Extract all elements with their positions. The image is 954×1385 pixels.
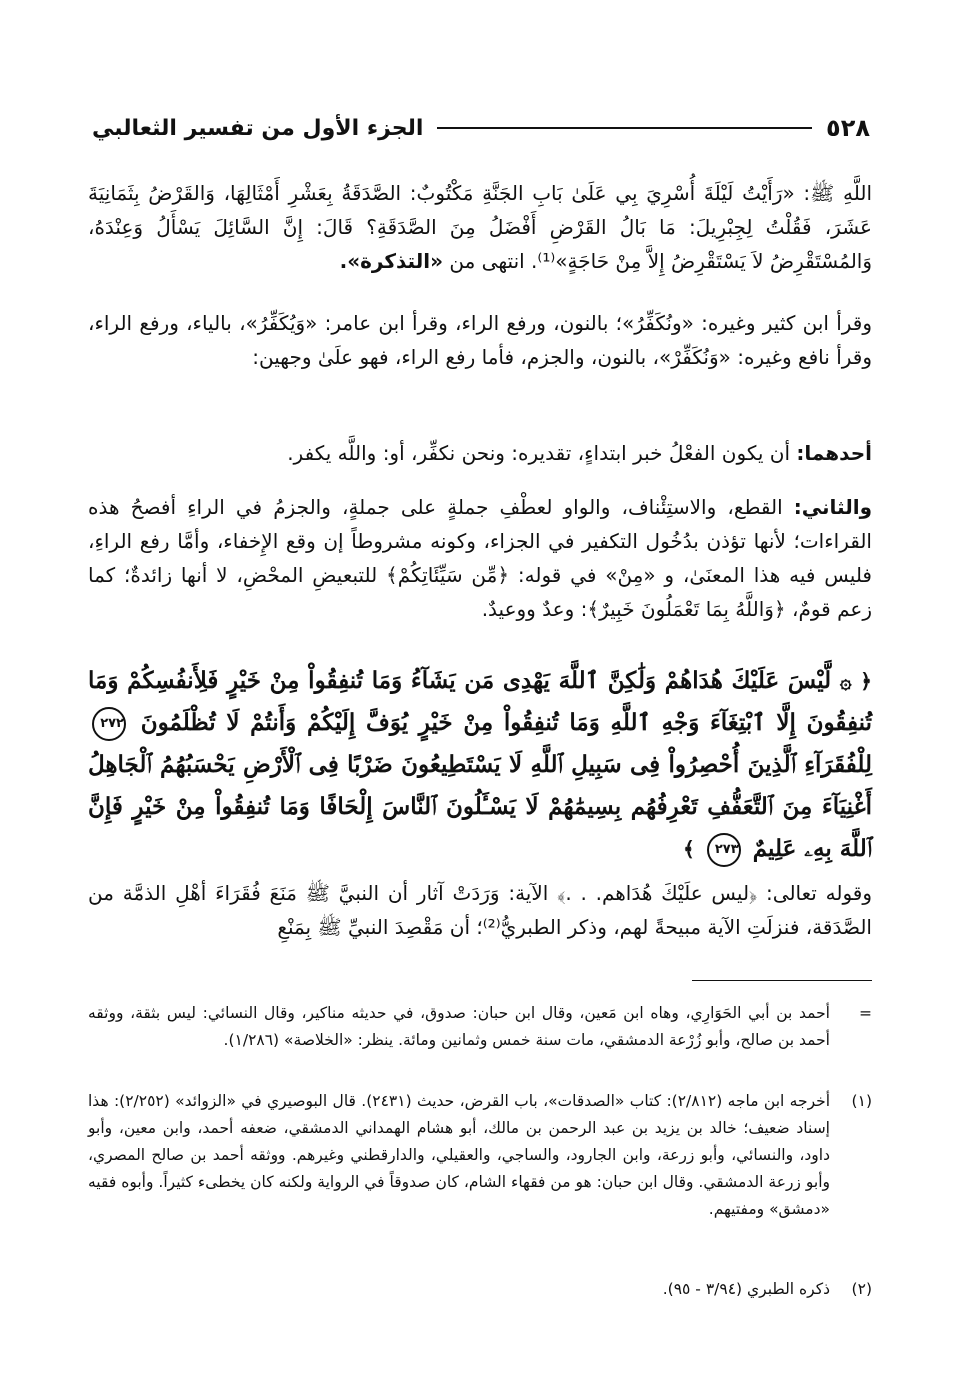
- first-view-label: أحدهما:: [796, 441, 872, 465]
- second-view-label: والثاني:: [793, 495, 872, 519]
- paragraph-readings: وقرأ ابن كثير وغيره: «ونُكَفِّرُ»؛ بالنون، ورفع الراء، وقرأ ابن عامر: «وَيُكَفِّرُ»، بالياء، ورفع الراء، وقرأ نافع وغيره: «وَنُكَفِّرْ»، بالنون، والجزم، فأما رفع الراء، فهو علَىٰ وجهين:: [88, 311, 872, 369]
- quran-open-bracket: ﴿: [860, 669, 872, 693]
- running-title: الجزء الأول من تفسير الثعالبي: [92, 115, 424, 141]
- footnote-continued: [88, 1000, 872, 1054]
- verse-number-272: ٢٧٢: [92, 707, 126, 741]
- footnote-2: [88, 1276, 872, 1303]
- paragraph-hadith: [88, 176, 872, 278]
- second-view-text: القطع، والاستِئْناف، والواو لعطْفِ جملةٍ على جملةٍ، والجزمُ في الراءِ أفصحُ هذه القراءات؛ لأنها تؤذن بدُخُول التكفير في الجزاء، وكونه مشروطاً إن وقع الإِخفاء، وأمَّا رفع الراءِ، فليس فيه هذا المعنَىٰ، و «مِنْ» في قوله: ﴿مِّن سَيِّئَاتِكُمْ﴾ للتبعيضِ المحْضِ، لا أنها زائدةٌ؛ كما زعم قومٌ، ﴿وَاللَّهُ بِمَا تَعْمَلُونَ خَبِيرٌ﴾: وعدٌ ووعيدٌ.: [88, 495, 872, 621]
- footnote-text: أخرجه ابن ماجه (٢/٨١٢): كتاب «الصدقات»، باب القرض، حديث (٢٤٣١). قال البوصيري في «الزوائد» (٢/٢٥٢): هذا إسناد ضعيف؛ خالد بن يزيد بن عبد الرحمن بن مالك، أبو هشام الهمداني الدمشقي، ضعفه أحمد، وابن معين، وأبو داود، والنسائي، وأبو زرعة، وابن الجارود، والساجي، والعقيلي، والدارقطني وغيرهم. ووثقه أحمد بن صالح المصري، وأبو زرعة الدمشقي. وقال ابن حبان: هو من فقهاء الشام، كان صدوقاً في الرواية ولكنه كان يخطىء كثيراً. وأبوه فقيه «دمشق» ومفتيهم.: [88, 1092, 831, 1218]
- page-header: [92, 108, 870, 148]
- footnote-marker: =: [859, 1004, 872, 1022]
- first-view-text: أن يكون الفعْلُ خبر ابتداءٍ، تقديره: ونحن نكفِّر، أو: واللَّه يكفر.: [287, 441, 791, 465]
- page-number: ٥٢٨: [826, 114, 870, 142]
- source-title: «التذكرة».: [339, 249, 443, 273]
- paragraph-second-view: [88, 490, 872, 626]
- hizb-star-icon: ۞: [839, 669, 852, 693]
- quran-passage: [88, 660, 872, 870]
- footnote-marker: (١): [851, 1092, 872, 1110]
- paragraph-commentary: وقوله تعالى: ﴿ليس علَيْكَ هُدَاهم. . .﴾ الآية: وَرَدَتْ آثار أن النبيَّ ﷺ مَنَعَ فُقَرَاءَ أهْلِ الذمَّة من الصَّدَقة، فنزلَتِ الآية مبيحةً لهم، وذكر الطبريُّ⁽²⁾؛ أن مَقْصِدَ النبيِّ ﷺ بِمَنْعِ: [88, 881, 872, 939]
- footnote-text: أحمد بن أبي الحَوَارِي، وهاه ابن مَعين، وقال ابن حبان: صدوق، في حديثه مناكير، وقال النسائي: ليس بثقة، ووثقه أحمد بن صالح، وأبو زُرْعة الدمشقي، مات سنة خمس وثمانين ومائة. ينظر: «الخلاصة» (١/٢٨٦).: [88, 1004, 830, 1049]
- paragraph-first-view: [88, 436, 872, 470]
- hadith-text: اللَّهِ ﷺ: «رَأَيْتُ لَيْلَةَ أُسْرِيَ بِي عَلَىٰ بَابِ الجَنَّةِ مَكْتُوبٌ: الصَّدَقَةُ بِعَشْرِ أَمْثَالِهَا، وَالقَرْضُ بِثَمَانِيَةَ عَشَرَ، فَقُلْتُ لِجِبْرِيلَ: مَا بَالُ القَرْضِ أَفْضَلُ مِنَ الصَّدَقَةِ؟ قَالَ: إِنَّ السَّائِلَ يَسْأَلُ وَعِنْدَهُ، وَالمُسْتَقْرِضُ لاَ يَسْتَقْرِضُ إِلاَّ مِنْ حَاجَةٍ»⁽¹⁾. انتهى من: [88, 181, 872, 273]
- quran-verse-272: لَّيْسَ عَلَيْكَ هُدَاهُمْ وَلَٰكِنَّ ٱللَّهَ يَهْدِى مَن يَشَآءُ وَمَا تُنفِقُواْ مِنْ خَيْرٍ فَلِأَنفُسِكُمْ وَمَا تُنفِقُونَ إِلَّا ٱبْتِغَآءَ وَجْهِ ٱللَّهِ وَمَا تُنفِقُواْ مِنْ خَيْرٍ يُوَفَّ إِلَيْكُمْ وَأَنتُمْ لَا تُظْلَمُونَ: [88, 667, 872, 736]
- footnote-marker: (٢): [851, 1280, 872, 1298]
- verse-number-273: ٢٧٣: [707, 833, 741, 867]
- quran-verse-273: لِلْفُقَرَآءِ ٱلَّذِينَ أُحْصِرُواْ فِى سَبِيلِ ٱللَّهِ لَا يَسْتَطِيعُونَ ضَرْبًا فِى ٱلْأَرْضِ يَحْسَبُهُمُ ٱلْجَاهِلُ أَغْنِيَآءَ مِنَ ٱلتَّعَفُّفِ تَعْرِفُهُم بِسِيمَٰهُمْ لَا يَسْـَٔلُونَ ٱلنَّاسَ إِلْحَافًا وَمَا تُنفِقُواْ مِنْ خَيْرٍ فَإِنَّ ٱللَّهَ بِهِۦ عَلِيمٌ: [88, 751, 872, 862]
- quran-close-bracket: ﴾: [682, 837, 695, 861]
- footnote-text: ذكره الطبري (٣/٩٤ - ٩٥).: [662, 1280, 830, 1298]
- header-rule: [437, 127, 812, 129]
- footnote-separator: [692, 980, 872, 981]
- footnote-1: [88, 1088, 872, 1223]
